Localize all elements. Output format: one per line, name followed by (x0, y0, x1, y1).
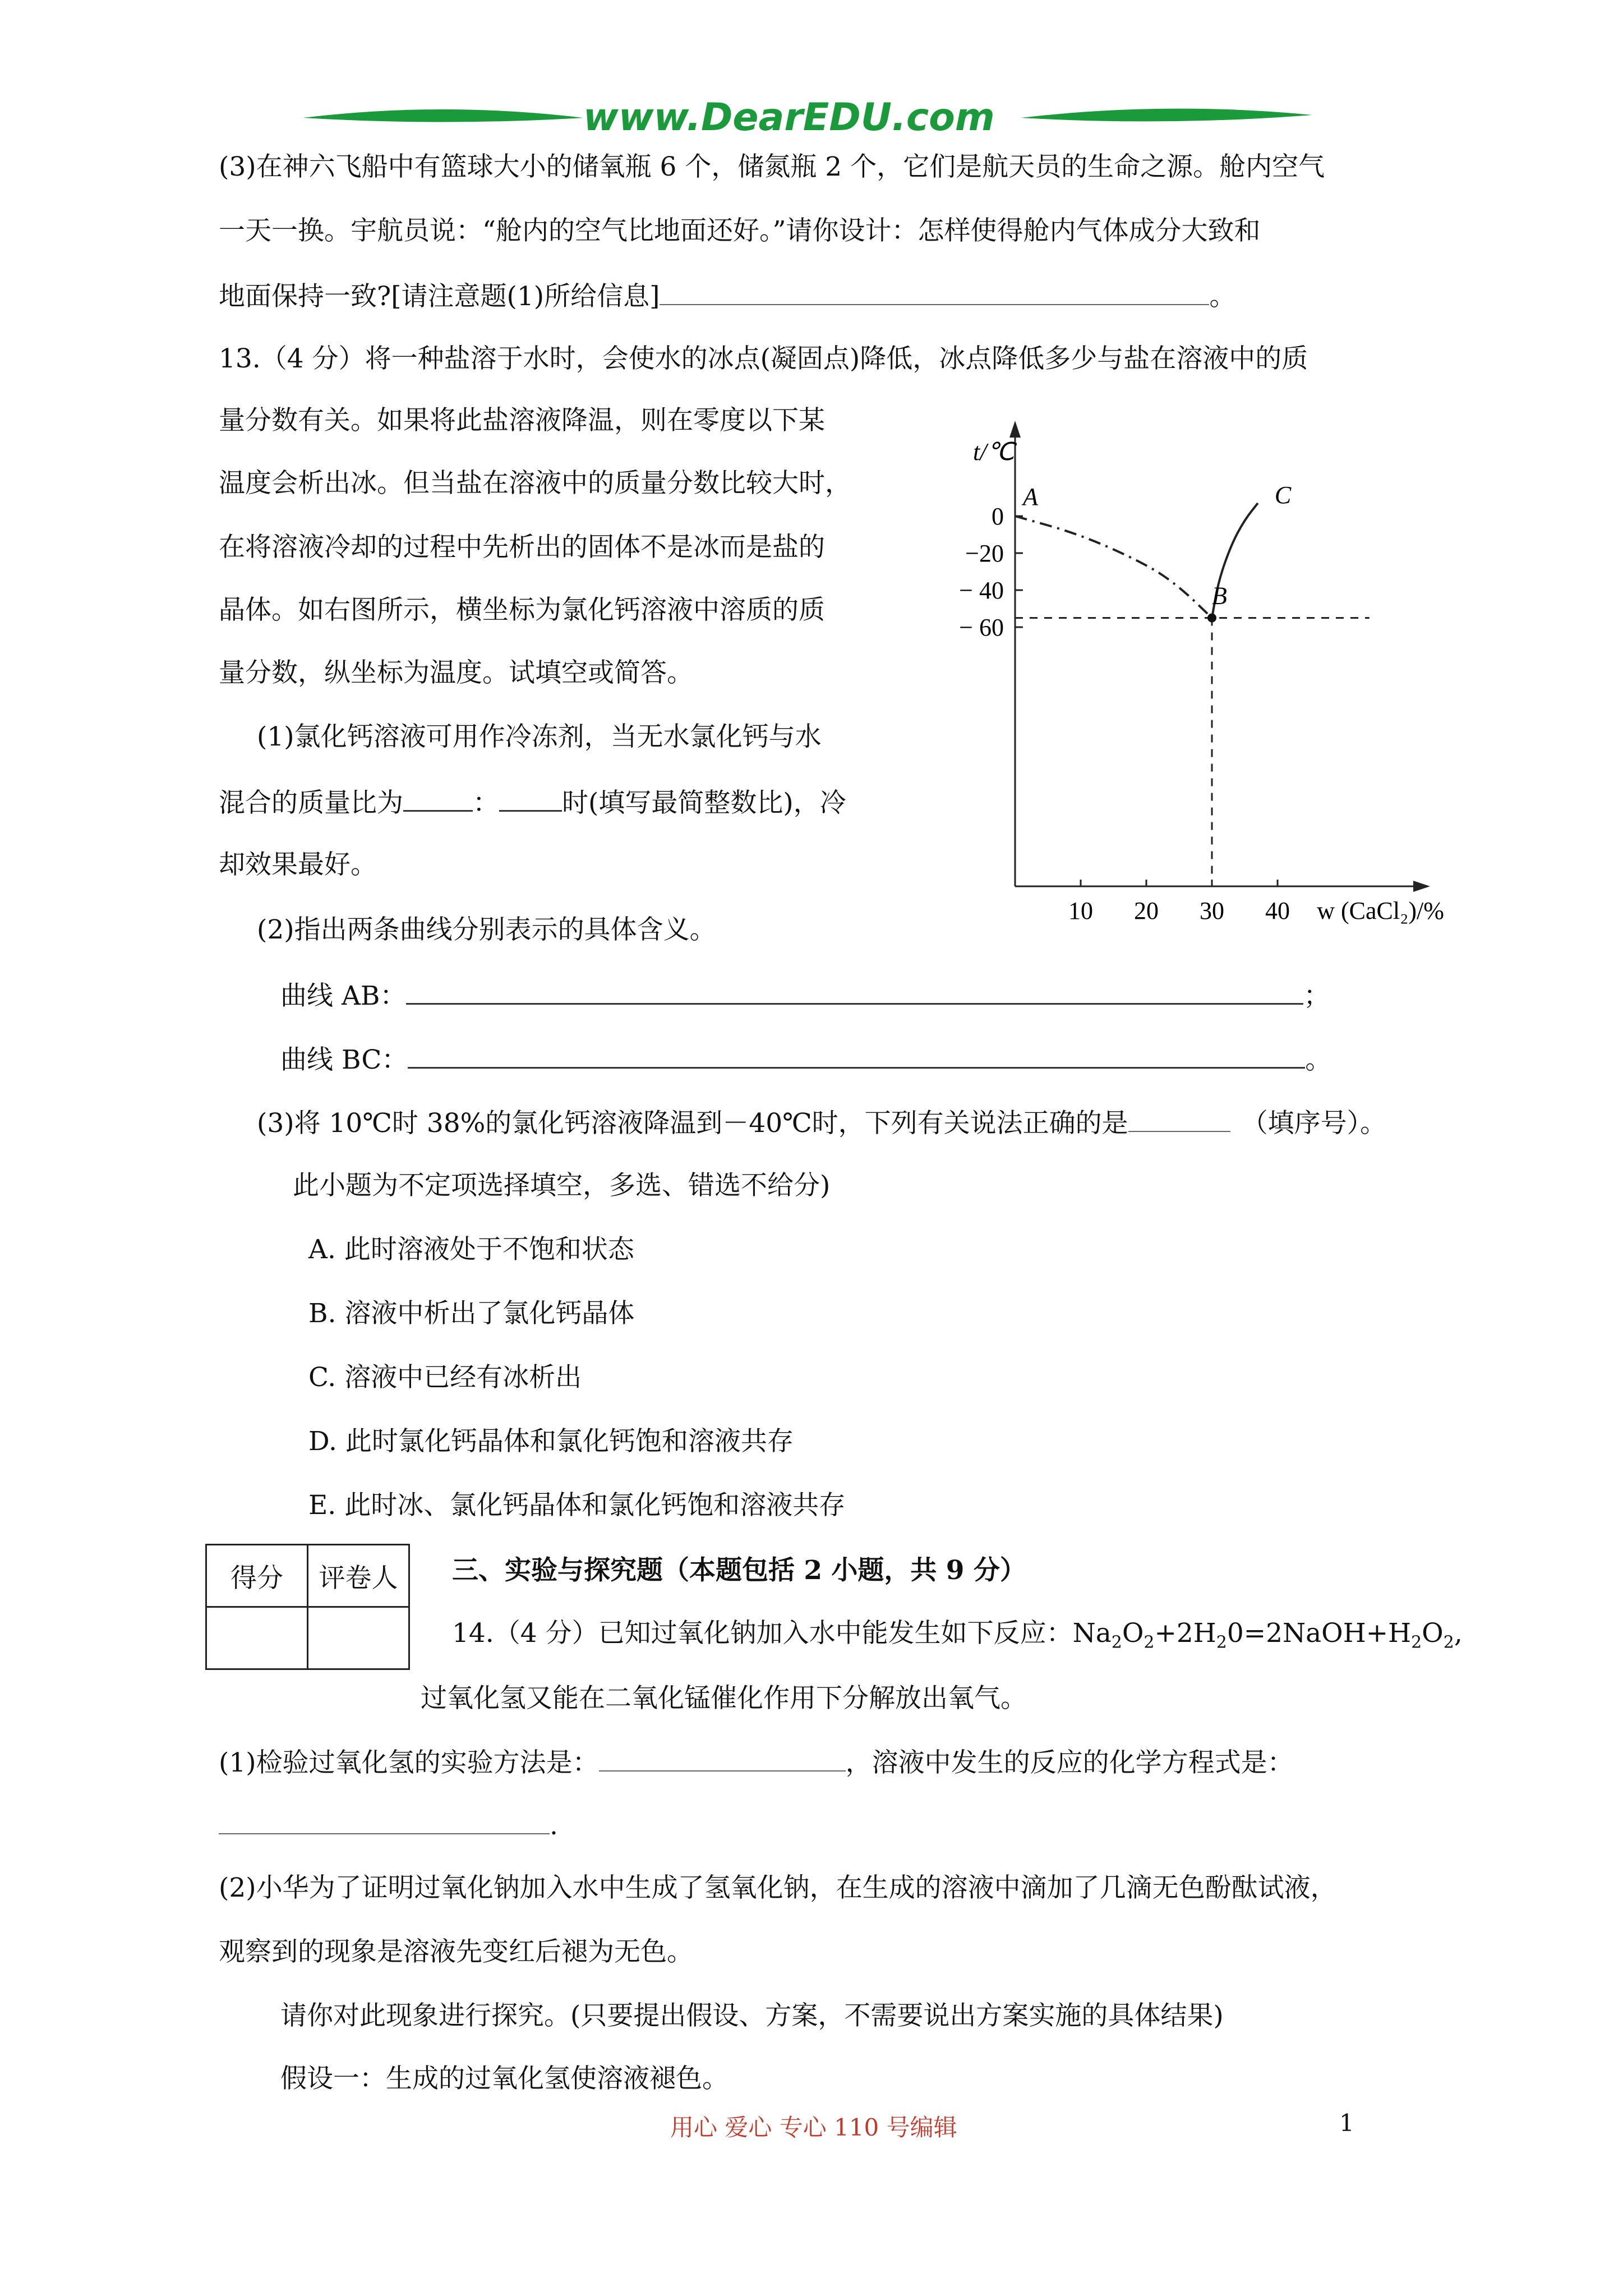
option-b: B. 溶液中析出了氯化钙晶体 (308, 1298, 635, 1329)
q14-p1 (219, 1745, 1294, 1780)
q14-p1b: ，溶液中发生的反应的化学方程式是： (845, 1747, 1294, 1778)
q14-p1-equation-line (219, 1807, 558, 1843)
point-label-b: B (1212, 582, 1227, 610)
q13-p1-line3: 却效果最好。 (219, 849, 377, 880)
calcium-chloride-chart (931, 409, 1492, 926)
x-tick-label: 10 (1068, 897, 1093, 924)
answer-blank-curve-ab[interactable] (406, 977, 1303, 1005)
answer-blank-curve-bc[interactable] (408, 1041, 1305, 1069)
q12-3-line3-text: 地面保持一致?[请注意题(1)所给信息] (219, 281, 660, 312)
answer-blank-q13-3[interactable] (1128, 1105, 1230, 1132)
q14-p1-end: . (550, 1810, 558, 1841)
q14-p2-line4: 假设一：生成的过氧化氢使溶液褪色。 (280, 2063, 728, 2094)
score-cell[interactable] (206, 1607, 308, 1669)
x-tick-label: 40 (1265, 897, 1290, 924)
y-tick-label: 0 (992, 503, 1004, 530)
q12-3-end: 。 (1209, 281, 1236, 312)
option-e: E. 此时冰、氯化钙晶体和氯化钙饱和溶液共存 (308, 1490, 846, 1521)
q13-p1-line2b: 时(填写最简整数比)，冷 (562, 788, 846, 818)
q14-p2-line3: 请你对此现象进行探究。(只要提出假设、方案，不需要说出方案实施的具体结果) (280, 2000, 1224, 2031)
answer-blank-ratio-2[interactable] (499, 784, 562, 812)
answer-blank-ratio-1[interactable] (403, 784, 473, 812)
q13-curve-ab (280, 977, 1330, 1013)
q13-p1-line1: (1)氯化钙溶液可用作冷冻剂，当无水氯化钙与水 (257, 721, 822, 752)
y-tick-label: −20 (965, 540, 1004, 567)
x-axis-arrow (1413, 881, 1430, 892)
curve-ab (1015, 516, 1212, 618)
x-axis-label: w (CaCl₂)/% (1317, 897, 1444, 924)
point-b (1207, 614, 1216, 623)
score-header: 得分 (206, 1545, 308, 1607)
curve-bc-end: 。 (1305, 1045, 1332, 1075)
x-tick-label: 20 (1134, 897, 1159, 924)
q13-p3-line1 (257, 1105, 1386, 1140)
y-axis-label: t/℃ (973, 438, 1015, 466)
q12-3-line1: (3)在神六飞船中有篮球大小的储氧瓶 6 个，储氮瓶 2 个，它们是航天员的生命之源。舱内空气 (219, 151, 1325, 182)
q13-p3-line2: 此小题为不定项选择填空，多选、错选不给分) (293, 1170, 831, 1201)
q13-line5: 晶体。如右图所示，横坐标为氯化钙溶液中溶质的质 (219, 595, 825, 625)
section3-title: 三、实验与探究题（本题包括 2 小题，共 9 分） (452, 1555, 1026, 1586)
y-tick-label: − 60 (959, 614, 1004, 641)
curve-bc-label: 曲线 BC： (280, 1045, 408, 1075)
q14-p2-line1: (2)小华为了证明过氧化钠加入水中生成了氢氧化钠，在生成的溶液中滴加了几滴无色酚酞试液， (219, 1872, 1337, 1903)
q13-p1-line2 (219, 784, 846, 820)
option-c: C. 溶液中已经有冰析出 (308, 1362, 582, 1393)
q13-p3-line1b: （填序号）。 (1241, 1108, 1387, 1139)
answer-blank-q14-method[interactable] (599, 1745, 846, 1772)
q13-p1-line2a: 混合的质量比为 (219, 788, 403, 818)
option-d: D. 此时氯化钙晶体和氯化钙饱和溶液共存 (308, 1426, 794, 1457)
header-right-swoosh (1021, 101, 1312, 135)
score-table (205, 1544, 410, 1670)
q13-p2: (2)指出两条曲线分别表示的具体含义。 (257, 914, 716, 945)
q13-line3: 温度会析出冰。但当盐在溶液中的质量分数比较大时， (219, 468, 851, 499)
y-tick-label: − 40 (959, 577, 1004, 604)
header-left-swoosh (303, 101, 583, 135)
q14-p2-line2: 观察到的现象是溶液先变红后褪为无色。 (219, 1936, 693, 1967)
reviewer-cell[interactable] (308, 1607, 409, 1669)
x-tick-label: 30 (1200, 897, 1224, 924)
q13-line1: 13.（4 分）将一种盐溶于水时，会使水的冰点(凝固点)降低，冰点降低多少与盐在溶液中的质 (219, 343, 1308, 374)
q13-p3-line1a: (3)将 10℃时 38%的氯化钙溶液降温到－40℃时，下列有关说法正确的是 (257, 1108, 1128, 1139)
y-axis-arrow (1009, 421, 1021, 438)
option-a: A. 此时溶液处于不饱和状态 (308, 1234, 634, 1265)
footer-text: 用心 爱心 专心 110 号编辑 (670, 2114, 957, 2141)
ratio-colon: ： (473, 788, 499, 818)
q13-line4: 在将溶液冷却的过程中先析出的固体不是冰而是盐的 (219, 532, 825, 563)
curve-ab-end: ； (1303, 981, 1330, 1011)
q12-3-line2: 一天一换。宇航员说：“舱内的空气比地面还好。”请你设计：怎样使得舱内气体成分大致和 (219, 215, 1261, 246)
reviewer-header: 评卷人 (308, 1545, 409, 1607)
answer-blank-q14-equation[interactable] (219, 1807, 550, 1834)
q13-line2: 量分数有关。如果将此盐溶液降温，则在零度以下某 (219, 405, 825, 436)
q14-line2: 过氧化氢又能在二氧化锰催化作用下分解放出氧气。 (421, 1683, 1027, 1714)
header-logo: www.DearEDU.com (583, 95, 995, 140)
q14-line1-text: 14.（4 分）已知过氧化钠加入水中能发生如下反应：Na (452, 1618, 1112, 1649)
curve-ab-label: 曲线 AB： (280, 981, 407, 1011)
q14-line1: 14.（4 分）已知过氧化钠加入水中能发生如下反应：$Na_2O_2+2H_20=2NaOH+H_2O_2$, (452, 1618, 1463, 1653)
page-number: 1 (1339, 2109, 1354, 2137)
point-label-a: A (1023, 483, 1038, 510)
answer-blank-q12-3[interactable] (660, 278, 1209, 305)
q12-3-line3 (219, 278, 1235, 314)
q13-line6: 量分数，纵坐标为温度。试填空或简答。 (219, 657, 693, 688)
point-label-c: C (1274, 481, 1292, 509)
q14-p1a: (1)检验过氧化氢的实验方法是： (219, 1747, 599, 1778)
q13-curve-bc (280, 1041, 1331, 1077)
